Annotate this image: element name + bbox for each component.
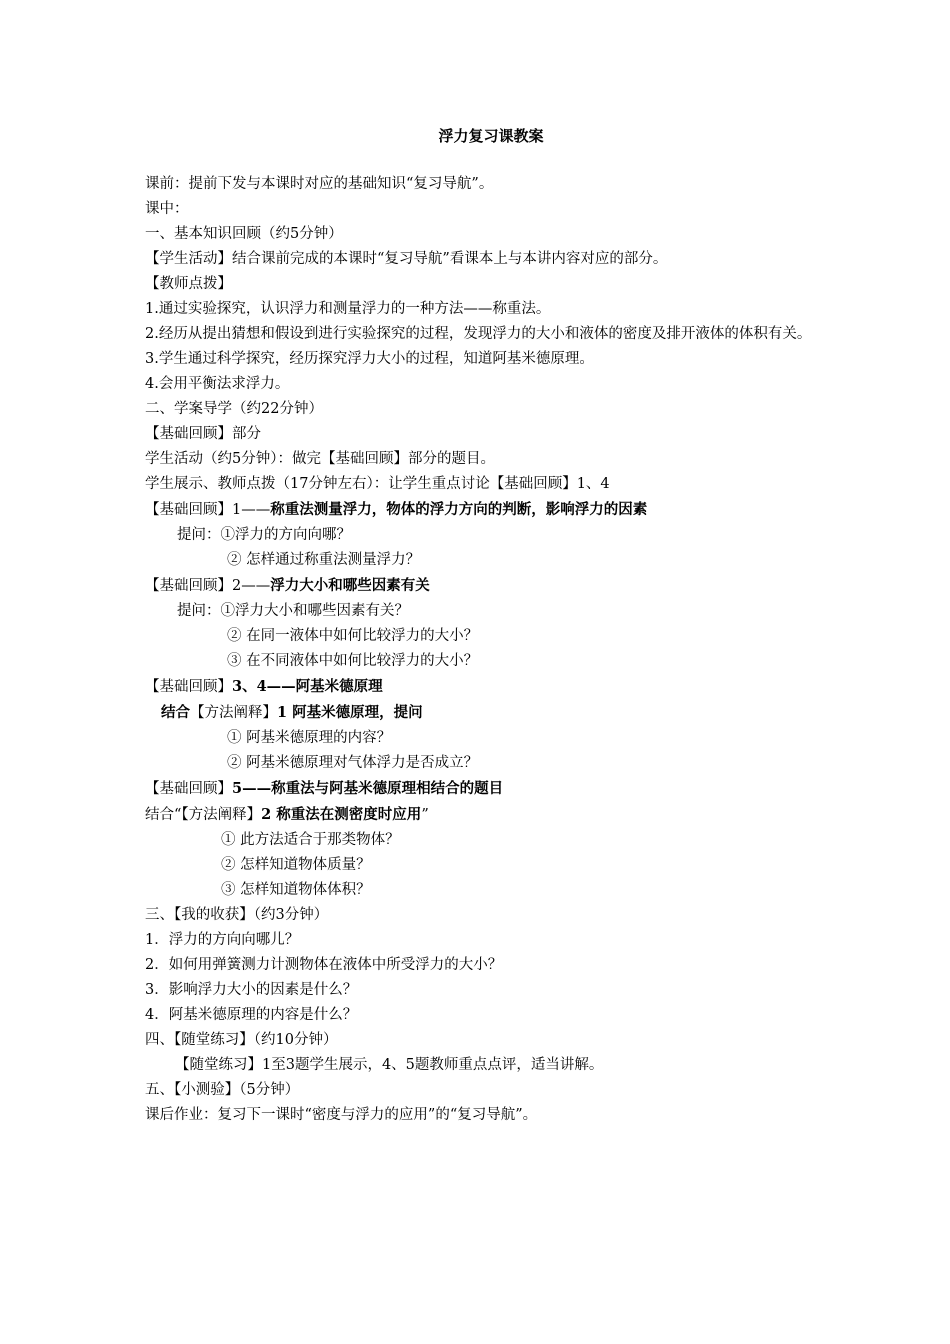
review-2-question-3: ③ 在不同液体中如何比较浮力的大小？ [227, 653, 479, 669]
method-2-post: ” [421, 807, 429, 823]
method-2-line [145, 802, 825, 828]
section-4-heading: 四、【随堂练习】（约10分钟） [145, 1032, 338, 1048]
review-5-prefix: 【基础回顾】 [145, 781, 232, 797]
method-2-topic: 2 称重法在测密度时应用 [261, 806, 422, 823]
method-2-pre: 结合“【方法阐释】 [145, 807, 262, 823]
section-2-heading: 二、学案导学（约22分钟） [145, 401, 323, 417]
harvest-question-1: 1．浮力的方向向哪儿？ [145, 932, 300, 948]
review-3-prefix: 【基础回顾】 [145, 679, 232, 695]
method-1-question-2: ② 阿基米德原理对气体浮力是否成立？ [227, 755, 479, 771]
method-1-question-1: ① 阿基米德原理的内容？ [227, 730, 392, 746]
section-1-point-2: 2.经历从提出猜想和假设到进行实验探究的过程，发现浮力的大小和液体的密度及排开液体的体积有关。 [145, 326, 812, 342]
section-1-point-1: 1.通过实验探究，认识浮力和测量浮力的一种方法——称重法。 [145, 301, 551, 317]
method-1-mid: 【方法阐释】 [190, 705, 277, 721]
section-2-activity: 学生活动（约5分钟）：做完【基础回顾】部分的题目。 [145, 451, 495, 467]
review-2-question-1: 提问：①浮力大小和哪些因素有关？ [177, 603, 409, 619]
section-1-teacher: 【教师点拨】 [145, 276, 232, 292]
section-1-heading: 一、基本知识回顾（约5分钟） [145, 226, 343, 242]
review-1-line [145, 497, 825, 523]
document-page [145, 122, 825, 1128]
review-5-line [145, 776, 825, 802]
harvest-question-4: 4．阿基米德原理的内容是什么？ [145, 1007, 358, 1023]
review-2-topic: 浮力大小和哪些因素有关 [270, 577, 430, 594]
document-title: 浮力复习课教案 [438, 127, 544, 145]
section-1-activity: 【学生活动】结合课前完成的本课时“复习导航”看课本上与本讲内容对应的部分。 [145, 251, 668, 267]
section-1-point-3: 3.学生通过科学探究，经历探究浮力大小的过程，知道阿基米德原理。 [145, 351, 594, 367]
method-2-question-3: ③ 怎样知道物体体积？ [221, 882, 371, 898]
review-2-line [145, 573, 825, 599]
section-2-show: 学生展示、教师点拨（17分钟左右）：让学生重点讨论【基础回顾】1、4 [145, 476, 610, 492]
pre-class-line: 课前：提前下发与本课时对应的基础知识“复习导航”。 [145, 176, 494, 192]
harvest-question-2: 2．如何用弹簧测力计测物体在液体中所受浮力的大小？ [145, 957, 503, 973]
review-2-prefix: 【基础回顾】2—— [145, 578, 271, 594]
review-3-topic: 3、4——阿基米德原理 [232, 678, 383, 695]
review-1-topic: 称重法测量浮力，物体的浮力方向的判断，影响浮力的因素 [270, 501, 648, 518]
review-5-topic: 5——称重法与阿基米德原理相结合的题目 [232, 780, 504, 797]
method-1-topic: 1 阿基米德原理，提问 [277, 704, 423, 721]
review-2-question-2: ② 在同一液体中如何比较浮力的大小？ [227, 628, 479, 644]
review-3-line [145, 674, 825, 700]
section-5-heading: 五、【小测验】（5分钟） [145, 1082, 300, 1098]
method-2-question-2: ② 怎样知道物体质量？ [221, 857, 371, 873]
section-1-point-4: 4.会用平衡法求浮力。 [145, 376, 290, 392]
method-2-question-1: ① 此方法适合于那类物体？ [221, 832, 400, 848]
method-1-pre: 结合 [161, 704, 190, 721]
section-4-text: 【随堂练习】1至3题学生展示，4、5题教师重点点评，适当讲解。 [175, 1057, 604, 1073]
homework-line: 课后作业：复习下一课时“密度与浮力的应用”的“复习导航”。 [145, 1107, 538, 1123]
harvest-question-3: 3．影响浮力大小的因素是什么？ [145, 982, 358, 998]
in-class-line: 课中： [145, 201, 189, 217]
section-2-basic: 【基础回顾】部分 [145, 426, 261, 442]
review-1-question-1: 提问：①浮力的方向向哪？ [177, 527, 351, 543]
section-3-heading: 三、【我的收获】（约3分钟） [145, 907, 329, 923]
review-1-question-2: ② 怎样通过称重法测量浮力？ [227, 552, 421, 568]
method-1-line [145, 700, 825, 726]
review-1-prefix: 【基础回顾】1—— [145, 502, 271, 518]
